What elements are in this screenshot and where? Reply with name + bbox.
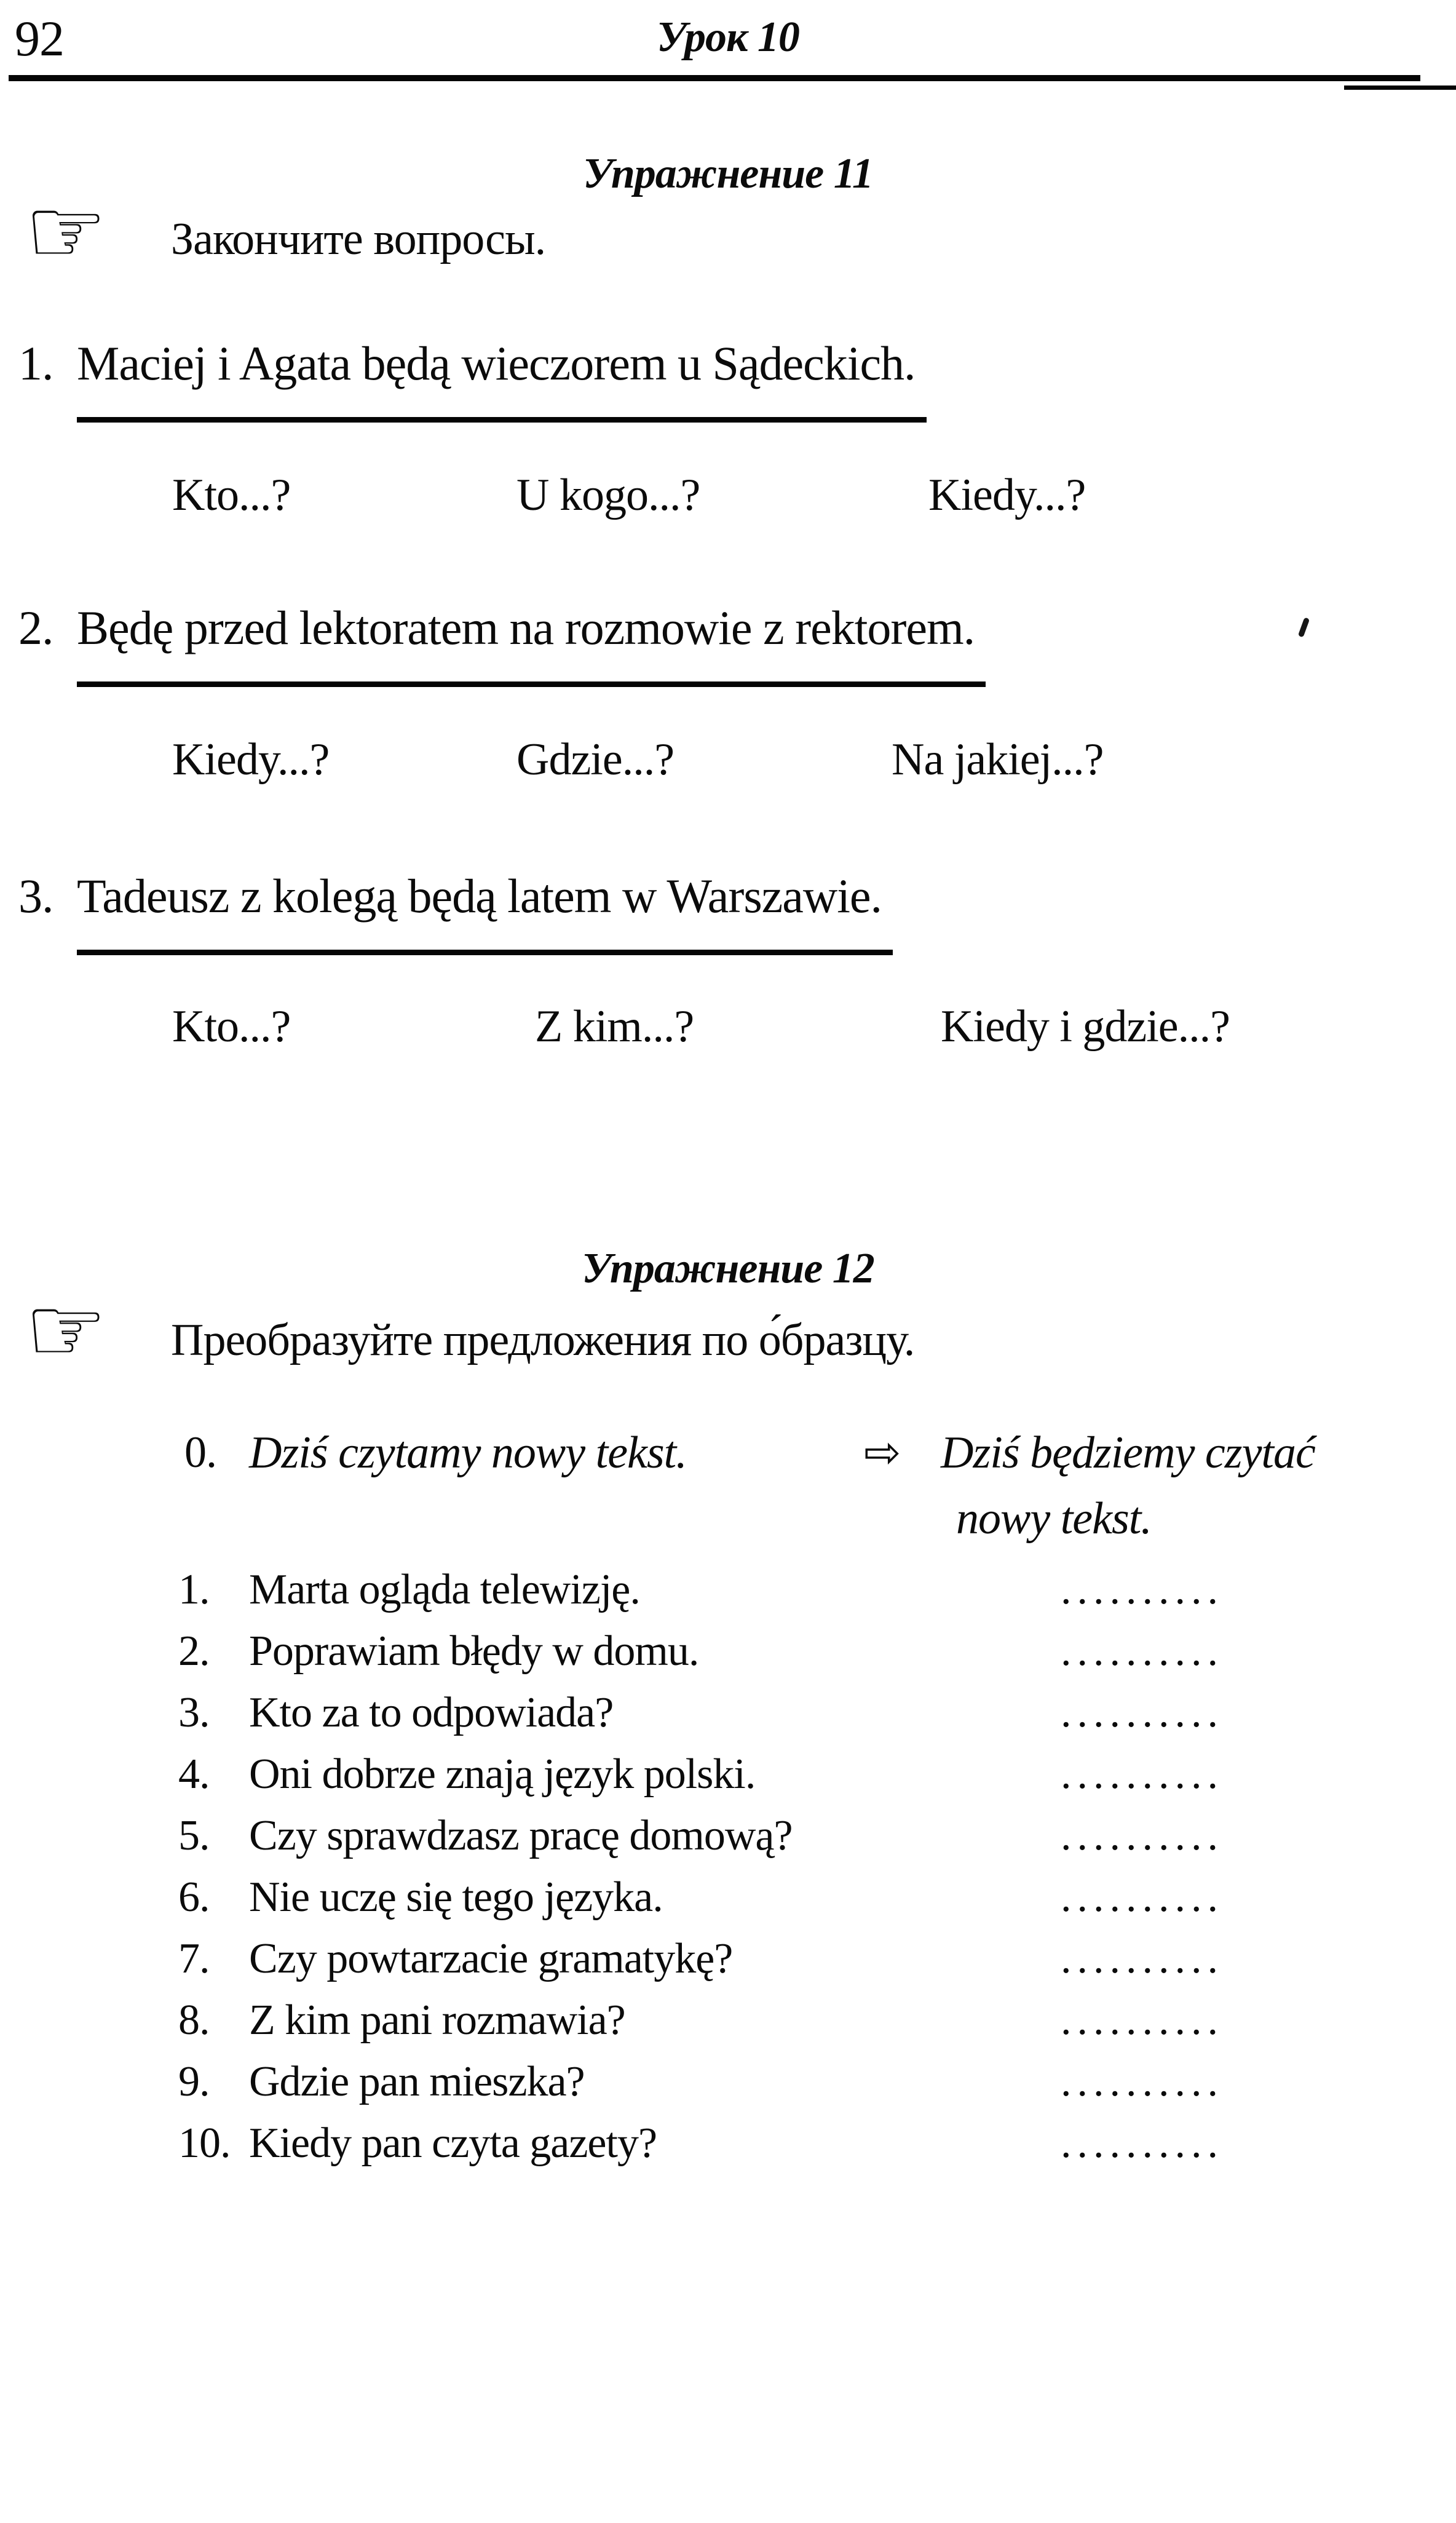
list-item (178, 1873, 1377, 1937)
list-item-text: Z kim pani rozmawia? (249, 1997, 625, 2044)
list-item-number: 6. (178, 1873, 210, 1921)
list-item (178, 1691, 1377, 1753)
list-item-text: Marta ogląda telewizję. (249, 1566, 640, 1613)
question-row-2 (0, 734, 1456, 805)
question-label: Na jakiej...? (892, 734, 1104, 785)
question-label: Kiedy...? (172, 734, 330, 785)
question-label: Kto...? (172, 470, 291, 520)
question-label: Kiedy...? (928, 470, 1086, 520)
list-item-number: 5. (178, 1812, 210, 1859)
list-item (178, 1937, 1377, 1999)
answer-dots: .......... (1061, 1750, 1224, 1798)
question-label: Kiedy i gdzie...? (941, 1001, 1230, 1052)
answer-dots: .......... (1061, 1566, 1224, 1613)
list-item-number: 4. (178, 1750, 210, 1798)
header-rule (9, 75, 1420, 81)
answer-dots: .......... (1061, 1627, 1224, 1675)
list-item (178, 1750, 1377, 1814)
answer-dots: .......... (1061, 2120, 1224, 2167)
answer-dots: .......... (1061, 1935, 1224, 1982)
list-item-text: Gdzie pan mieszka? (249, 2058, 585, 2105)
arrow-right-icon: ⇨ (864, 1426, 901, 1478)
question-label: Z kim...? (535, 1001, 694, 1052)
list-item-number: 8. (178, 1997, 210, 2044)
scan-stray-mark (1298, 617, 1310, 637)
list-item (178, 1568, 1377, 1630)
list-item-text: Poprawiam błędy w domu. (249, 1627, 699, 1675)
sentence-item-2 (18, 601, 986, 654)
list-item-text: Kto za to odpowiada? (249, 1689, 614, 1736)
header-rule-right-segment (1344, 85, 1456, 90)
sentence-number: 2. (18, 601, 53, 654)
example-row (0, 1426, 1456, 1498)
sentence-text: Będę przed lektoratem na rozmowie z rektorem. (77, 601, 986, 687)
exercise12-title: Упражнение 12 (582, 1245, 874, 1292)
answer-dots: .......... (1061, 1812, 1224, 1859)
sentence-text: Tadeusz z kolegą będą latem w Warszawie. (77, 869, 893, 955)
example-result-text-line2: nowy tekst. (956, 1493, 1152, 1544)
list-item-number: 10. (178, 2120, 231, 2167)
list-item (178, 1814, 1377, 1876)
pointing-hand-icon: ☞ (25, 178, 108, 285)
list-item (178, 1627, 1377, 1691)
list-item-number: 3. (178, 1689, 210, 1736)
pointing-hand-icon: ☞ (25, 1277, 108, 1384)
list-item-text: Nie uczę się tego języka. (249, 1873, 663, 1921)
exercise11-instruction: Закончите вопросы. (171, 214, 546, 264)
page-number: 92 (15, 10, 64, 66)
question-label: Gdzie...? (516, 734, 675, 785)
exercise11-title: Упражнение 11 (583, 150, 873, 197)
list-item-number: 1. (178, 1566, 210, 1613)
lesson-header-title: Урок 10 (657, 14, 799, 61)
list-item-number: 2. (178, 1627, 210, 1675)
answer-dots: .......... (1061, 2058, 1224, 2105)
sentence-number: 3. (18, 869, 53, 923)
list-item-text: Czy powtarzacie gramatykę? (249, 1935, 733, 1982)
exercise12-instruction: Преобразуйте предложения по о́бразцу. (171, 1315, 915, 1365)
list-item (178, 1999, 1377, 2060)
question-row-1 (0, 472, 1456, 540)
answer-dots: .......... (1061, 1997, 1224, 2044)
list-item-text: Oni dobrze znają język polski. (249, 1750, 756, 1798)
list-item-number: 7. (178, 1935, 210, 1982)
list-item (178, 2122, 1377, 2183)
question-label: U kogo...? (516, 470, 700, 520)
sentence-item-1 (18, 336, 927, 390)
sentence-text: Maciej i Agata będą wieczorem u Sądeckich. (77, 336, 927, 423)
example-source-text: Dziś czytamy nowy tekst. (249, 1428, 687, 1478)
list-item-text: Kiedy pan czyta gazety? (249, 2120, 657, 2167)
list-item-text: Czy sprawdzasz pracę domową? (249, 1812, 793, 1859)
question-row-3 (0, 1001, 1456, 1071)
sentence-number: 1. (18, 336, 53, 390)
sentence-item-3 (18, 869, 893, 923)
list-item-number: 9. (178, 2058, 210, 2105)
question-label: Kto...? (172, 1001, 291, 1052)
example-result-text: Dziś będziemy czytać (941, 1428, 1315, 1478)
answer-dots: .......... (1061, 1873, 1224, 1921)
example-number: 0. (184, 1428, 216, 1477)
list-item (178, 2060, 1377, 2122)
answer-dots: .......... (1061, 1689, 1224, 1736)
